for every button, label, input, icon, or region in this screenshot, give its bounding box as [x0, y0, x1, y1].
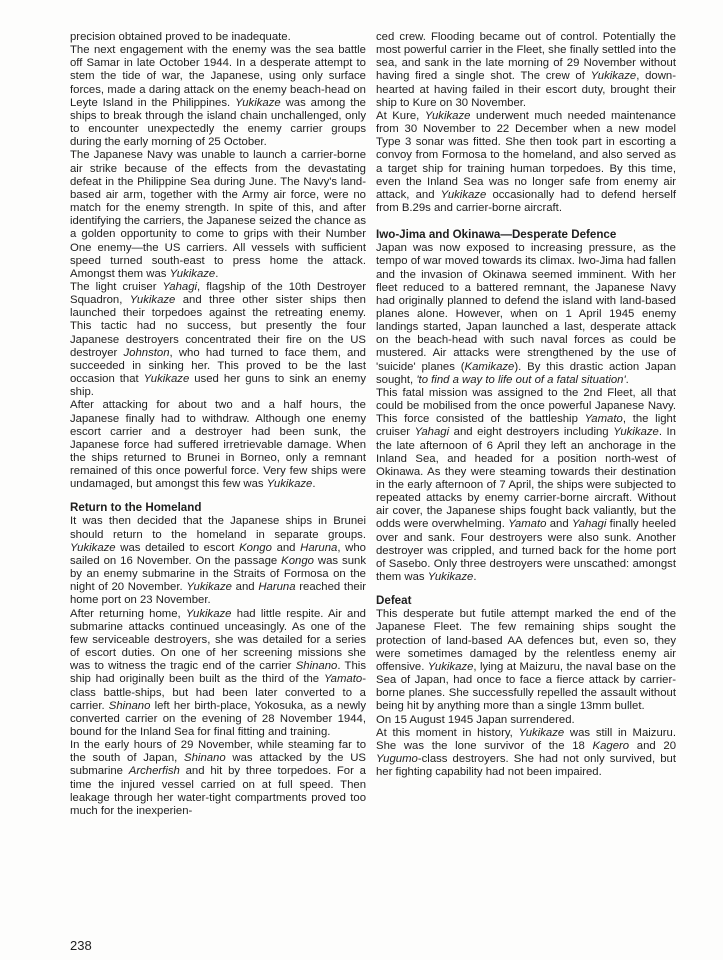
italic-text: Yamato: [508, 518, 547, 531]
italic-text: Kamikaze: [464, 360, 515, 373]
paragraph: After returning home, Yukikaze had little respite. Air and submarine attacks continued unceasingly. As one of the few serviceable destroyers, she was detailed for a series of escort duties. On one of her screening missions she was to witness the tragic end of the carrier Shinano. This ship had originally been built as the third of the Yamato-class battle-ships, but had been later converted to a carrier. Shinano left her birth-place, Yokosuka, as a newly converted carrier on the evening of 28 November 1944, bound for the Inland Sea for final fitting and training.: [70, 607, 366, 738]
italic-text: Kagero: [592, 739, 630, 752]
paragraph: precision obtained proved to be inadequate.: [70, 31, 291, 43]
italic-text: Yahagi: [414, 426, 450, 439]
italic-text: Yahagi: [162, 280, 198, 293]
italic-text: Yukikaze: [424, 109, 471, 122]
italic-text: Yukikaze: [590, 70, 637, 83]
italic-text: Shinano: [295, 660, 338, 673]
italic-text: Archerfish: [128, 765, 180, 778]
paragraph: After attacking for about two and a half hours, the Japanese finally had to withdraw. Although one enemy escort carrier and a destroyer had been sunk, the Japanese force had suffered irretrievable damage. When the ships returned to Brunei in Borneo, only a remnant remained of this once powerful force. Very few ships were undamaged, but amongst this few was Yukikaze.: [70, 399, 366, 491]
section-heading: Return to the Homeland: [70, 501, 202, 515]
italic-text: Yamato: [584, 413, 623, 426]
italic-text: Kongo: [239, 541, 272, 554]
italic-text: Yahagi: [571, 518, 607, 531]
italic-text: Johnston: [123, 346, 170, 359]
page-number: 238: [70, 938, 92, 953]
italic-text: Yukikaze: [235, 96, 281, 109]
paragraph: The Japanese Navy was unable to launch a carrier-borne air strike because of the effects from the devastating defeat in the Philippine Sea during June. The Navy's land-based air arm, together with the Army air force, were no match for the enemy strength. In spite of this, and after identifying the carriers, the Japanese seized the chance as a golden opportunity to come to grips with their Number One enemy—the US carriers. All vessels with sufficient speed turned south-east to press home the attack. Amongst them was Yukikaze.: [70, 149, 366, 280]
paragraph: At Kure, Yukikaze underwent much needed maintenance from 30 November to 22 December when a new model Type 3 sonar was fitted. She then took part in escorting a convoy from Formosa to the homeland, and also served as a target ship for training human torpedoes. By this time, even the Inland Sea was no longer safe from enemy air attack, and Yukikaze occasionally had to defend herself from B.29s and carrier-borne aircraft.: [376, 109, 676, 215]
paragraph: It was then decided that the Japanese ships in Brunei should return to the homeland in separate groups. Yukikaze was detailed to escort Kongo and Haruna, who sailed on 16 November. On the passage Kongo was sunk by an enemy submarine in the Straits of Formosa on the night of 20 November. Yukikaze and Haruna reached their home port on 23 November.: [70, 515, 367, 607]
italic-text: Haruna: [258, 581, 296, 594]
italic-text: 'to find a way to life out of a fatal situation': [416, 373, 626, 386]
section-heading: Defeat: [376, 594, 412, 608]
italic-text: Yukikaze: [70, 541, 116, 554]
italic-text: Yamato: [323, 673, 363, 686]
italic-text: Yugumo: [376, 752, 418, 765]
italic-text: Yukikaze: [185, 607, 232, 620]
paragraph: This desperate but futile attempt marked the end of the Japanese Fleet. The few remaining ships sought the protection of land-based AA defences but, even so, they were sometimes damaged by the relentless enemy air offensive. Yukikaze, lying at Maizuru, the naval base on the Sea of Japan, had once to face a fierce attack by carrier-borne planes. She successfully repelled the assault without being hit by anything more than a single 13mm bullet.: [376, 608, 676, 713]
paragraph: Japan was now exposed to increasing pressure, as the tempo of war moved towards its climax. Iwo-Jima had fallen and the invasion of Okinawa seemed imminent. With her fleet reduced to a battered remnant, the Japanese Navy had originally planned to defend the island with land-based planes alone. However, when on 1 April 1945 enemy landings started, Japan launched a last, desperate attack on the beach-head with such naval forces as could be mustered. Air attacks were strengthened by the use of 'suicide' planes (Kamikaze). By this drastic action Japan sought, 'to find a way to life out of a fatal situation'.: [376, 242, 676, 386]
italic-text: Yukikaze: [143, 373, 190, 386]
italic-text: Kongo: [281, 554, 314, 567]
paragraph: In the early hours of 29 November, while steaming far to the south of Japan, Shinano was attacked by the US submarine Archerfish and hit by three torpedoes. For a time the injured vessel carried on at full speed. Then leakage through her water-tight compartments proved too much for the inexperien-: [70, 739, 366, 817]
italic-text: Yukikaze: [440, 188, 487, 201]
paragraph: This fatal mission was assigned to the 2nd Fleet, all that could be mobilised from the once powerful Japanese Navy. This force consisted of the battleship Yamato, the light cruiser Yahagi and eight destroyers including Yukikaze. In the late afternoon of 6 April they left an anchorage in the Inland Sea, and headed for a position north-west of Okinawa. As they were steaming towards their destination in the early afternoon of 7 April, the ships were subjected to repeated attacks by enemy carrier-borne aircraft. Without air cover, the Japanese ships fought back valiantly, but the odds were overwhelming. Yamato and Yahagi finally heeled over and sank. Four destroyers were also sunk. Another destroyer was crippled, and turned back for the home port of Sasebo. Only three destroyers were unscathed: amongst them was Yukikaze.: [376, 386, 677, 584]
italic-text: Shinano: [184, 752, 226, 765]
italic-text: Yukikaze: [169, 267, 216, 280]
italic-text: Yukikaze: [427, 571, 474, 584]
italic-text: Yukikaze: [427, 660, 474, 673]
paragraph: The next engagement with the enemy was the sea battle off Samar in late October 1944. In a desperate attempt to stem the tide of war, the Japanese, using only surface forces, made a daring attack on the enemy beach-head on Leyte Island in the Philippines. Yukikaze was among the ships to break through the island chain unchallenged, only to encounter unexpectedly the enemy carrier groups during the early morning of 25 October.: [70, 44, 366, 149]
left-column: [70, 31, 366, 818]
italic-text: Yukikaze: [613, 426, 659, 439]
italic-text: Shinano: [108, 699, 151, 712]
italic-text: Haruna: [300, 541, 338, 554]
italic-text: Yukikaze: [186, 581, 232, 594]
paragraph: ced crew. Flooding became out of control. Potentially the most powerful carrier in the Fleet, she finally settled into the sea, and sank in the late morning of 29 November without having fired a single shot. The crew of Yukikaze, down-hearted at having failed in their escort duty, brought their ship to Kure on 30 November.: [376, 31, 676, 109]
paragraph: On 15 August 1945 Japan surrendered.: [376, 713, 575, 726]
italic-text: Yukikaze: [266, 478, 313, 491]
right-column: [376, 31, 676, 779]
italic-text: Yukikaze: [518, 726, 565, 739]
paragraph: At this moment in history, Yukikaze was still in Maizuru. She was the lone survivor of the 18 Kagero and 20 Yugumo-class destroyers. She had not only survived, but her fighting capability had not been impaired.: [376, 726, 677, 779]
italic-text: Yukikaze: [129, 294, 176, 307]
section-heading: Iwo-Jima and Okinawa—Desperate Defence: [376, 228, 617, 242]
paragraph: The light cruiser Yahagi, flagship of the 10th Destroyer Squadron, Yukikaze and three other sister ships then launched their torpedoes against the retreating enemy. This tactic had no success, but presently the four Japanese destroyers concentrated their fire on the US destroyer Johnston, who had turned to face them, and succeeded in sinking her. This proved to be the last occasion that Yukikaze used her guns to sink an enemy ship.: [70, 280, 367, 399]
